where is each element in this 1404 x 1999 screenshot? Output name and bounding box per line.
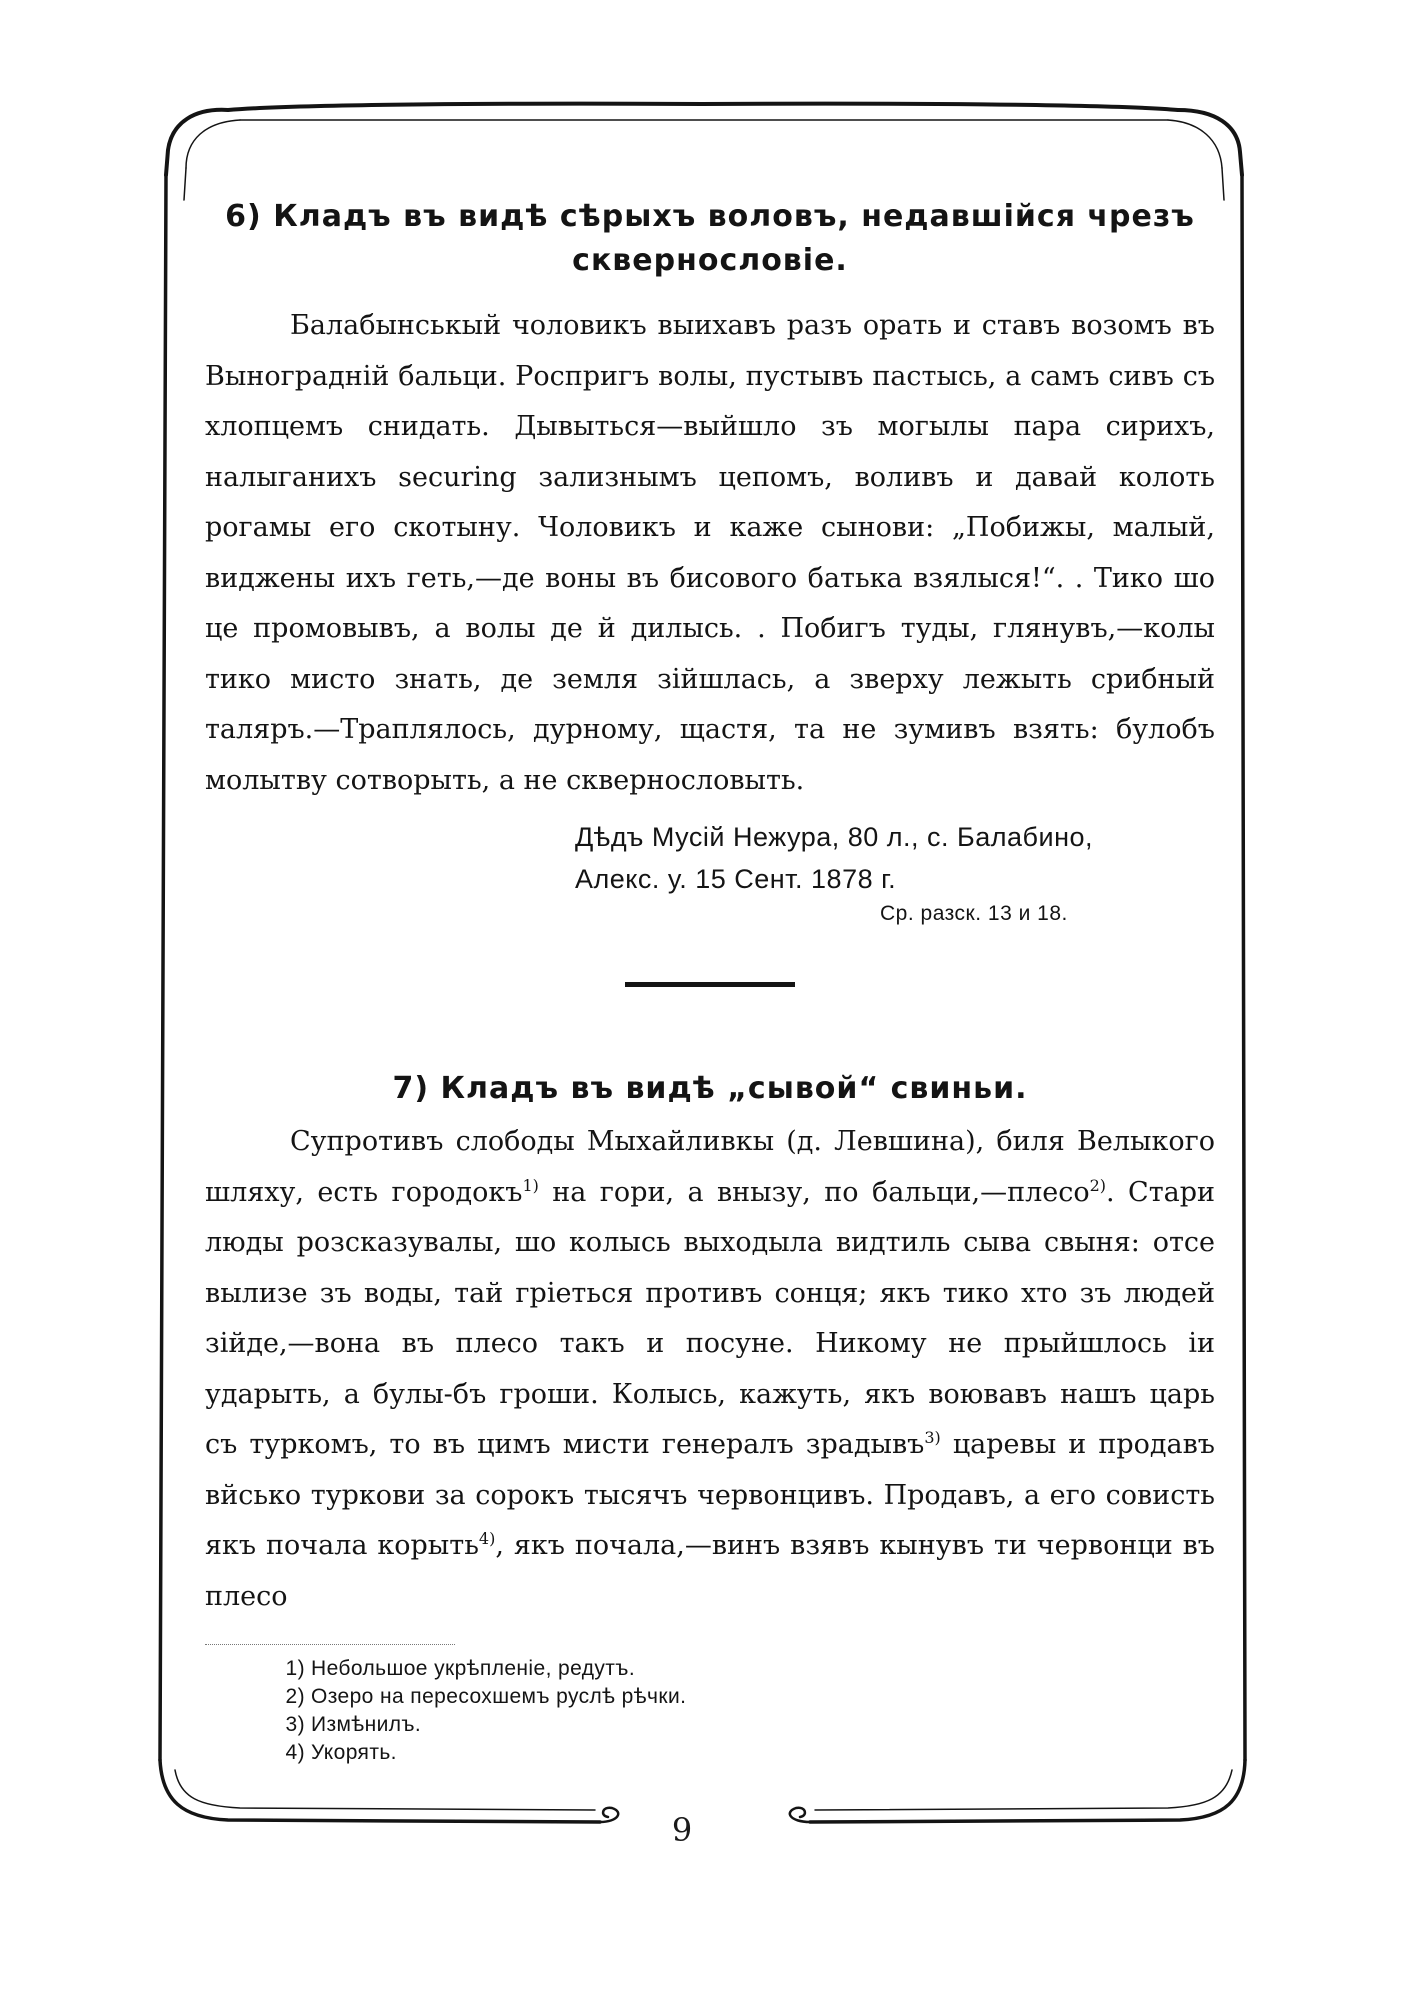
footnote-text: Укорять. <box>311 1741 397 1764</box>
page-number: 9 <box>671 1811 693 1849</box>
text-run: , якъ почала,—винъ взявъ кынувъ ти червонци въ плесо <box>205 1530 1215 1612</box>
story-6-text: Балабынськый чоловикъ выихавъ разъ орать и ставъ возомъ въ Выноградній бальци. Роспригъ волы, пустывъ пастысь, а самъ сивъ съ хлопцемъ снидать. Дывыться—выйшло зъ могылы пара сирихъ, налыганихъ securing зализнымъ цепомъ, воливъ и давай колоть рогамы его скотыну. Чоловикъ и каже сынови: „Побижы, малый, виджены ихъ геть,—де воны въ бисового батька взялыся!“. . Тико шо це промовывъ, а волы де й дилысь. . Побигъ туды, глянувъ,—колы тико мисто знать, де земля зійшлась, а зверху лежыть срибный таляръ.—Траплялось, дурному, щастя, та не зумивъ взять: булобъ молытву сотворыть, а не сквернословыть. <box>205 310 1215 796</box>
footnote <box>275 1655 1215 1683</box>
text-run: на гори, а внызу, по бальци,—плесо <box>538 1176 1090 1208</box>
text-run: . Стари люды розсказувалы, шо колысь выходыла видтиль сыва свыня: отсе вылизе зъ воды, тай гріеться противъ сонця; якъ тико хто зъ людей зійде,—вона въ плесо такъ и посуне. Никому не прыйшлось іи ударыть, а булы-бъ гроши. Колысь, кажуть, якъ воювавъ нашъ царь съ туркомъ, то въ цимъ мисти генералъ зрадывъ <box>205 1176 1216 1460</box>
story-6 <box>205 195 1215 926</box>
footnote <box>275 1683 1215 1711</box>
footnote-ref: 2) <box>1089 1175 1107 1195</box>
story-7-text <box>205 1117 1215 1622</box>
story-6-attribution <box>575 816 1215 900</box>
footnote-separator <box>205 1644 455 1645</box>
footnote-ref: 1) <box>522 1175 539 1195</box>
story-7 <box>205 1067 1215 1622</box>
footnote-mark: 3) <box>285 1713 305 1736</box>
footnote-text: Озеро на пересохшемъ руслѣ рѣчки. <box>311 1685 687 1708</box>
footnote-mark: 2) <box>285 1685 305 1708</box>
text-run: Супротивъ слободы Мыхайливкы (д. Левшина), биля Велыкого шляху, есть городокъ <box>205 1126 1215 1208</box>
footnotes <box>275 1655 1215 1767</box>
footnote <box>275 1711 1215 1739</box>
footnote-text: Небольшое укрѣпленіе, редутъ. <box>311 1657 636 1680</box>
footnote-ref: 3) <box>924 1428 941 1447</box>
story-7-heading: 7) Кладъ въ видѣ „сывой“ свиньи. <box>392 1071 1028 1106</box>
attribution-line: Дѣдъ Мусій Нежура, 80 л., с. Балабино, <box>575 822 1094 852</box>
footnote <box>275 1739 1215 1767</box>
text-run: царевы и продавъ вйсько туркови за сорокъ тысячъ червонцивъ. Продавъ, а его совисть якъ почала корыть <box>205 1429 1215 1561</box>
footnote-text: Измѣнилъ. <box>311 1713 422 1736</box>
footnote-mark: 4) <box>285 1741 305 1764</box>
story-6-heading: 6) Кладъ въ видѣ сѣрыхъ воловъ, недавшійся чрезъ сквернословіе. <box>225 199 1195 278</box>
story-6-cross-reference: Ср. разск. 13 и 18. <box>880 902 1068 925</box>
page-content <box>205 195 1215 1767</box>
footnote-mark: 1) <box>285 1657 305 1680</box>
footnote-ref: 4) <box>478 1529 496 1548</box>
attribution-line: Алекс. у. 15 Сент. 1878 г. <box>575 864 897 894</box>
